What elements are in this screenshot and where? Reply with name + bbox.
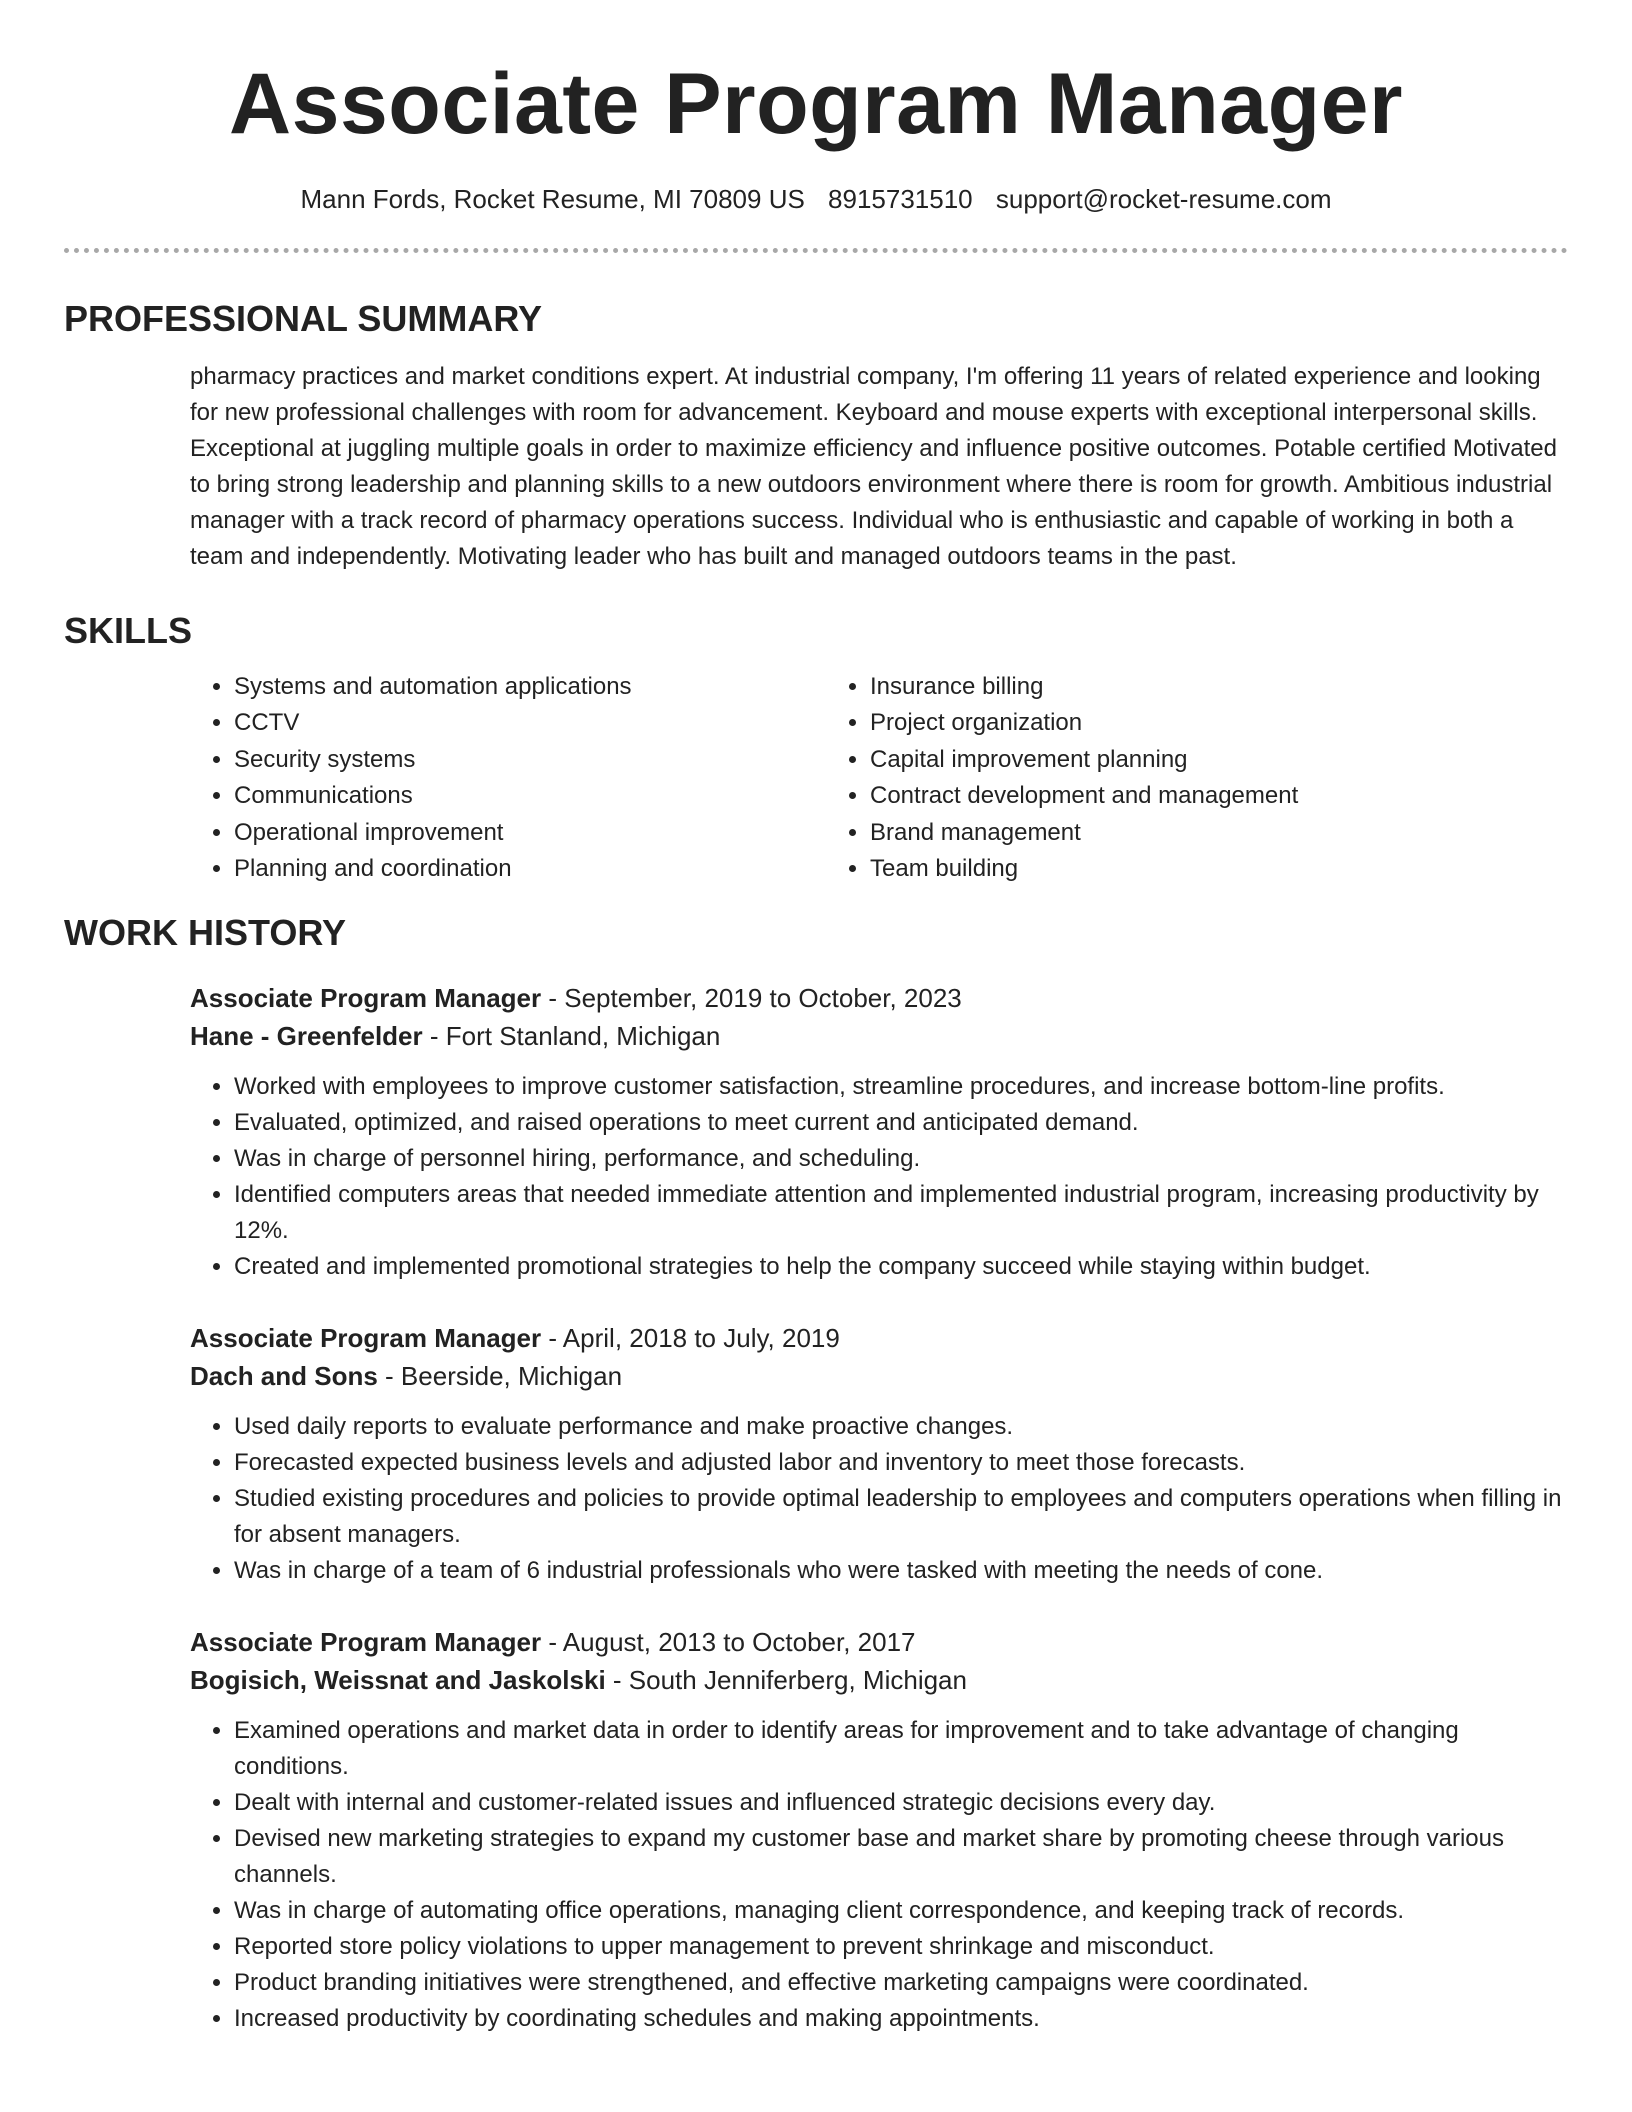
job-title-line [190, 979, 1568, 1017]
skill-item: • CCTV [234, 705, 826, 741]
job-bullet: • Dealt with internal and customer-related issues and influenced strategic decisions every day. [234, 1785, 1568, 1821]
skill-item: • Security systems [234, 742, 826, 778]
job-bullet: • Product branding initiatives were strengthened, and effective marketing campaigns were coordinated. [234, 1965, 1568, 2001]
job-entry [190, 1319, 1568, 1589]
job-bullet: • Forecasted expected business levels and adjusted labor and inventory to meet those forecasts. [234, 1445, 1568, 1481]
contact-line [64, 182, 1568, 216]
work-history-heading: WORK HISTORY [64, 912, 347, 954]
job-bullet: • Used daily reports to evaluate performance and make proactive changes. [234, 1409, 1568, 1445]
job-bullets [190, 1409, 1568, 1589]
job-bullet: • Was in charge of automating office operations, managing client correspondence, and keeping track of records. [234, 1893, 1568, 1929]
job-title-line [190, 1623, 1568, 1661]
job-company-line [190, 1357, 1568, 1395]
contact-email: support@rocket-resume.com [995, 184, 1332, 214]
contact-phone: 8915731510 [828, 184, 973, 214]
summary-heading: PROFESSIONAL SUMMARY [64, 298, 543, 339]
job-bullet: • Worked with employees to improve customer satisfaction, streamline procedures, and increase bottom-line profits. [234, 1069, 1568, 1105]
skills-list [190, 669, 1568, 887]
skill-item: • Contract development and management [870, 778, 1462, 814]
job-title-line [190, 1319, 1568, 1357]
job-dates: - April, 2018 to July, 2019 [541, 1323, 840, 1354]
skill-item: • Brand management [870, 815, 1462, 851]
job-bullet: • Created and implemented promotional strategies to help the company succeed while staying within budget. [234, 1249, 1568, 1285]
skills-heading: SKILLS [64, 610, 193, 651]
header-divider [64, 248, 1568, 253]
job-role: Associate Program Manager [190, 1323, 542, 1354]
skill-item: • Systems and automation applications [234, 669, 826, 705]
job-bullet: • Reported store policy violations to upper management to prevent shrinkage and misconduct. [234, 1929, 1568, 1965]
job-location: - Fort Stanland, Michigan [422, 1021, 721, 1052]
skill-item: • Operational improvement [234, 815, 826, 851]
skill-item: • Team building [870, 851, 1462, 887]
job-bullet: • Examined operations and market data in order to identify areas for improvement and to take advantage of changing conditions. [234, 1713, 1568, 1785]
job-bullet: • Devised new marketing strategies to expand my customer base and market share by promoting cheese through various channels. [234, 1821, 1568, 1893]
job-location: - Beerside, Michigan [377, 1361, 623, 1392]
job-dates: - August, 2013 to October, 2017 [541, 1627, 916, 1658]
job-bullet: • Was in charge of personnel hiring, performance, and scheduling. [234, 1141, 1568, 1177]
skill-item: • Communications [234, 778, 826, 814]
job-company: Hane - Greenfelder [190, 1021, 423, 1052]
job-location: - South Jenniferberg, Michigan [605, 1665, 967, 1696]
job-company: Dach and Sons [190, 1361, 378, 1392]
job-bullet: • Identified computers areas that needed immediate attention and implemented industrial program, increasing productivity by 12%. [234, 1177, 1568, 1249]
resume-header [64, 0, 1568, 253]
job-entry [190, 1623, 1568, 2037]
job-company-line [190, 1661, 1568, 1699]
skill-item: • Insurance billing [870, 669, 1462, 705]
job-role: Associate Program Manager [190, 1627, 542, 1658]
skill-item: • Project organization [870, 705, 1462, 741]
job-entry [190, 979, 1568, 1285]
skill-item: • Planning and coordination [234, 851, 826, 887]
job-bullet: • Studied existing procedures and policies to provide optimal leadership to employees and computers operations when filling in for absent managers. [234, 1481, 1568, 1553]
job-bullets [190, 1069, 1568, 1285]
summary-text: pharmacy practices and market conditions expert. At industrial company, I'm offering 11 years of related experience and looking for new professional challenges with room for advancement. Keyboard and mouse experts with exceptional interpersonal skills. Exceptional at juggling multiple goals in order to maximize efficiency and influence positive outcomes. Potable certified Motivated to bring strong leadership and planning skills to a new outdoors environment where there is room for growth. Ambitious industrial manager with a track record of pharmacy operations success. Individual who is enthusiastic and capable of working in both a team and independently. Motivating leader who has built and managed outdoors teams in the past. [190, 363, 1557, 570]
skill-item: • Capital improvement planning [870, 742, 1462, 778]
skills-column-left [190, 669, 826, 887]
job-bullet: • Increased productivity by coordinating schedules and making appointments. [234, 2001, 1568, 2037]
job-bullet: • Was in charge of a team of 6 industrial professionals who were tasked with meeting the needs of cone. [234, 1553, 1568, 1589]
job-bullets [190, 1713, 1568, 2037]
job-bullet: • Evaluated, optimized, and raised operations to meet current and anticipated demand. [234, 1105, 1568, 1141]
job-role: Associate Program Manager [190, 983, 542, 1014]
skills-column-right [826, 669, 1462, 887]
job-company-line [190, 1017, 1568, 1055]
resume-name: Associate Program Manager [229, 56, 1403, 152]
job-company: Bogisich, Weissnat and Jaskolski [190, 1665, 606, 1696]
contact-address: Mann Fords, Rocket Resume, MI 70809 US [300, 184, 805, 214]
job-dates: - September, 2019 to October, 2023 [541, 983, 962, 1014]
